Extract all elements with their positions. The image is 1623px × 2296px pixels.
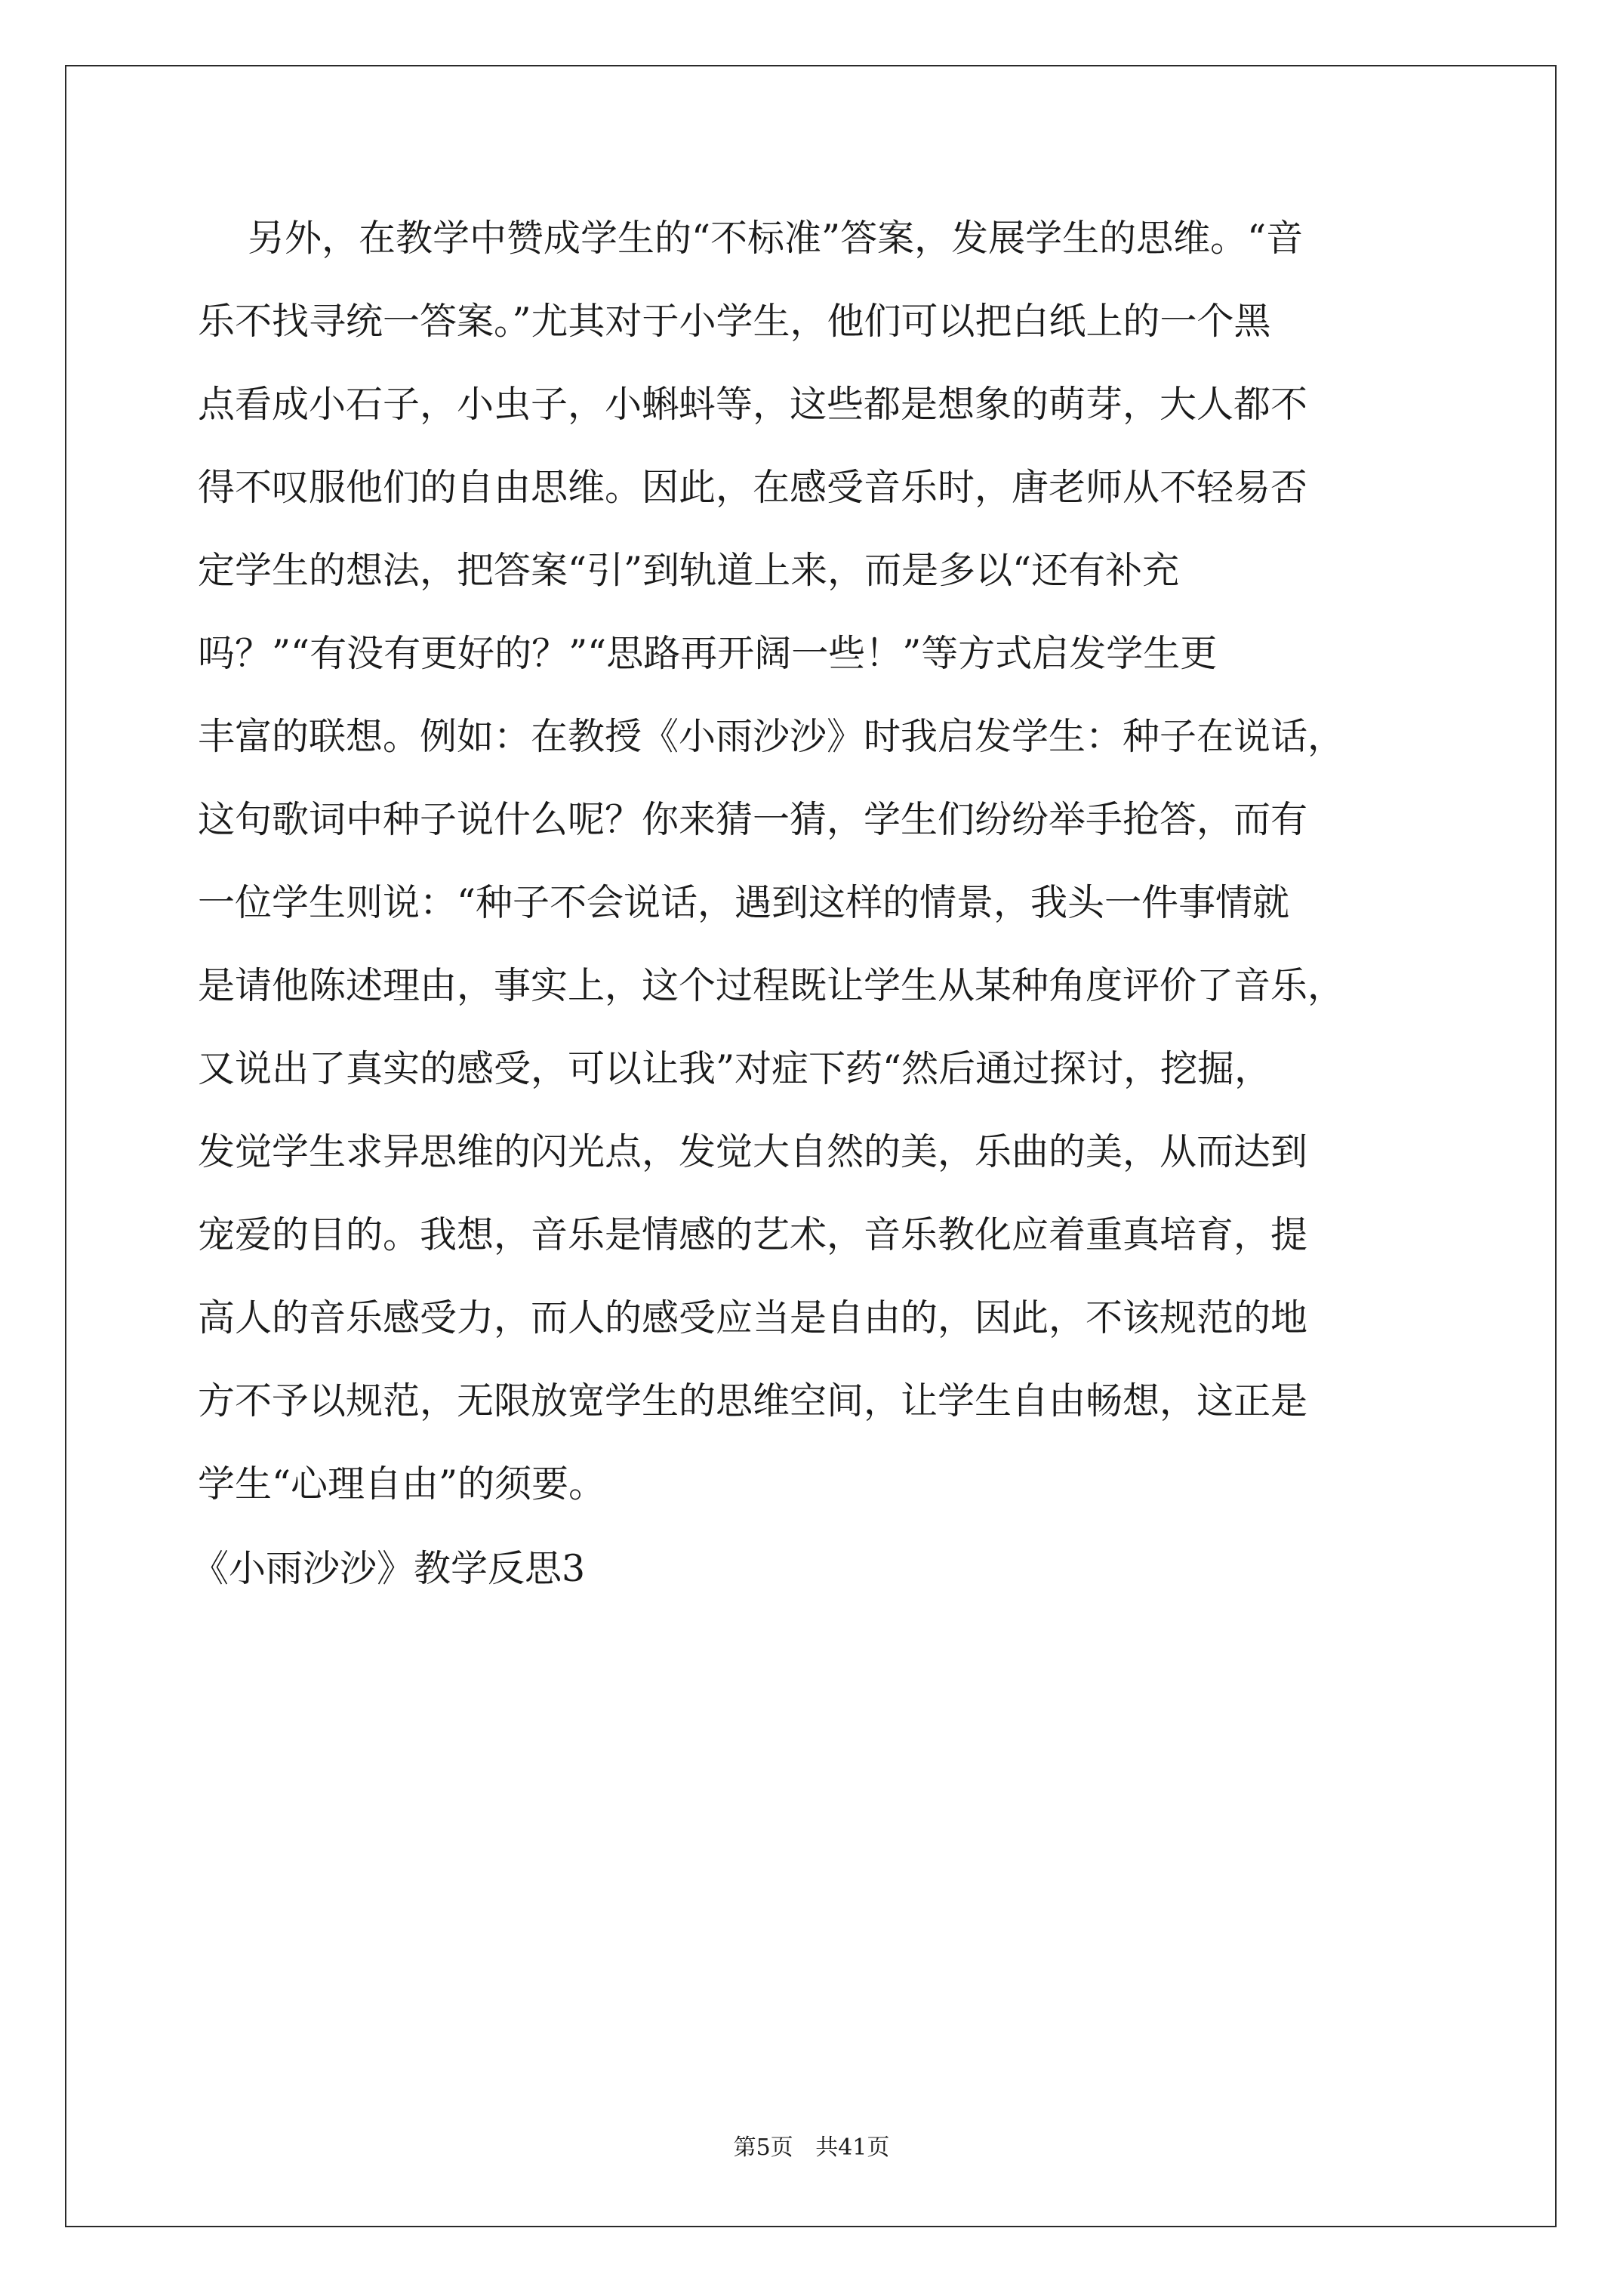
paragraph-line: 是请他陈述理由，事实上，这个过程既让学生从某种角度评价了音乐， [198,964,1345,1007]
paragraph-line: 乐不找寻统一答案。”尤其对于小学生，他们可以把白纸上的一个黑 [198,300,1271,343]
paragraph-line: 这句歌词中种子说什么呢？你来猜一猜，学生们纷纷举手抢答，而有 [198,798,1308,841]
paragraph-line: 得不叹服他们的自由思维。因此，在感受音乐时，唐老师从不轻易否 [198,466,1308,509]
paragraph-line: 又说出了真实的感受，可以让我”对症下药“然后通过探讨，挖掘， [198,1047,1272,1090]
paragraph-line: 点看成小石子，小虫子，小蝌蚪等，这些都是想象的萌芽，大人都不 [198,383,1308,426]
paragraph-line: 发觉学生求异思维的闪光点，发觉大自然的美，乐曲的美，从而达到 [198,1130,1308,1173]
paragraph-line: 吗？”“有没有更好的？”“思路再开阔一些！”等方式启发学生更 [198,632,1218,675]
section-heading: 《小雨沙沙》教学反思3 [192,1547,586,1590]
paragraph-line: 定学生的想法，把答案“引”到轨道上来，而是多以“还有补充 [198,549,1180,592]
paragraph-line: 另外，在教学中赞成学生的“不标准”答案，发展学生的思维。“音 [248,217,1304,260]
paragraph-line: 一位学生则说：“种子不会说话，遇到这样的情景，我头一件事情就 [198,881,1290,924]
paragraph-line: 方不予以规范，无限放宽学生的思维空间，让学生自由畅想，这正是 [198,1379,1308,1422]
paragraph-line: 丰富的联想。例如：在教授《小雨沙沙》时我启发学生：种子在说话， [198,715,1345,758]
paragraph-line: 学生“心理自由”的须要。 [198,1462,606,1505]
page-total: 共41页 [815,2134,890,2161]
page-footer [0,2133,1623,2163]
paragraph-line: 高人的音乐感受力，而人的感受应当是自由的，因此，不该规范的地 [198,1296,1308,1339]
paragraph-line: 宠爱的目的。我想，音乐是情感的艺术，音乐教化应着重真培育，提 [198,1213,1308,1256]
page-number: 第5页 [733,2134,793,2161]
